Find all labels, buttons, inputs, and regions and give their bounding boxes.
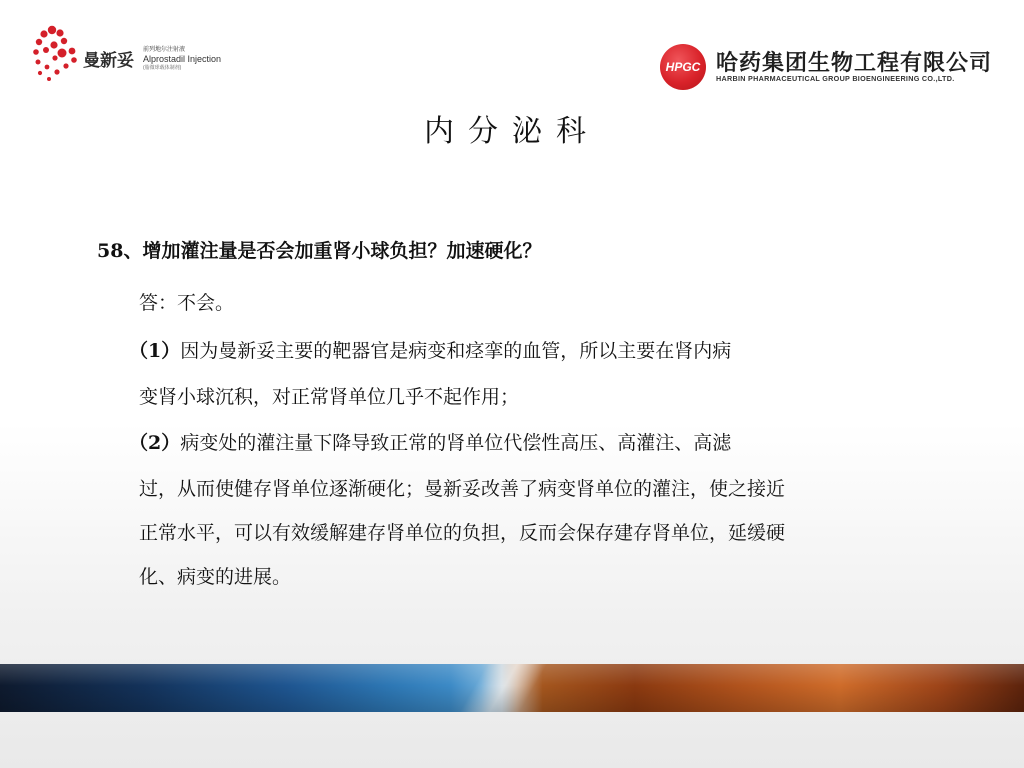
bottom-banner bbox=[0, 664, 1024, 712]
page-title: 内分泌科 bbox=[424, 114, 600, 149]
brand-dots-icon bbox=[28, 22, 84, 86]
banner-sheen bbox=[0, 664, 1024, 712]
hpgc-badge-icon: HPGC bbox=[660, 44, 706, 90]
brand-sub-cn: 前列地尔注射液 bbox=[143, 47, 186, 53]
brand-name-en: Alprostadil Injection bbox=[143, 54, 222, 64]
point-2-text-1: 病变处的灌注量下降导致正常的肾单位代偿性高压、高灌注、高滤 bbox=[180, 432, 732, 454]
point-1-line-1 bbox=[129, 336, 731, 363]
point-2-line-3: 正常水平，可以有效缓解建存肾单位的负担，反而会保存建存肾单位，延缓硬 bbox=[139, 522, 786, 544]
brand-details bbox=[143, 46, 221, 72]
point-2-line-2: 过，从而使健存肾单位逐渐硬化；曼新妥改善了病变肾单位的灌注，使之接近 bbox=[139, 478, 786, 500]
company-logo bbox=[660, 44, 993, 90]
point-2-line-4: 化、病变的进展。 bbox=[139, 566, 292, 588]
company-name-cn: 哈药集团生物工程有限公司 bbox=[716, 51, 993, 76]
question-text: 58、增加灌注量是否会加重肾小球负担？加速硬化？ bbox=[97, 240, 542, 262]
point-1-line-2: 变肾小球沉积，对正常肾单位几乎不起作用； bbox=[139, 386, 520, 408]
brand-note: (脂微球载体制剂) bbox=[143, 65, 182, 71]
company-name-en: HARBIN PHARMACEUTICAL GROUP BIOENGINEERING CO.,LTD. bbox=[716, 74, 955, 83]
brand-name-cn: 曼新妥 bbox=[83, 51, 134, 71]
point-1-text-1: 因为曼新妥主要的靶器官是病变和痉挛的血管，所以主要在肾内病 bbox=[180, 340, 732, 362]
answer-text: 答：不会。 bbox=[139, 292, 235, 314]
point-1-number: （1） bbox=[129, 340, 181, 362]
brand-logo bbox=[28, 22, 248, 86]
point-2-number: （2） bbox=[129, 432, 181, 454]
point-2-line-1 bbox=[129, 428, 731, 455]
